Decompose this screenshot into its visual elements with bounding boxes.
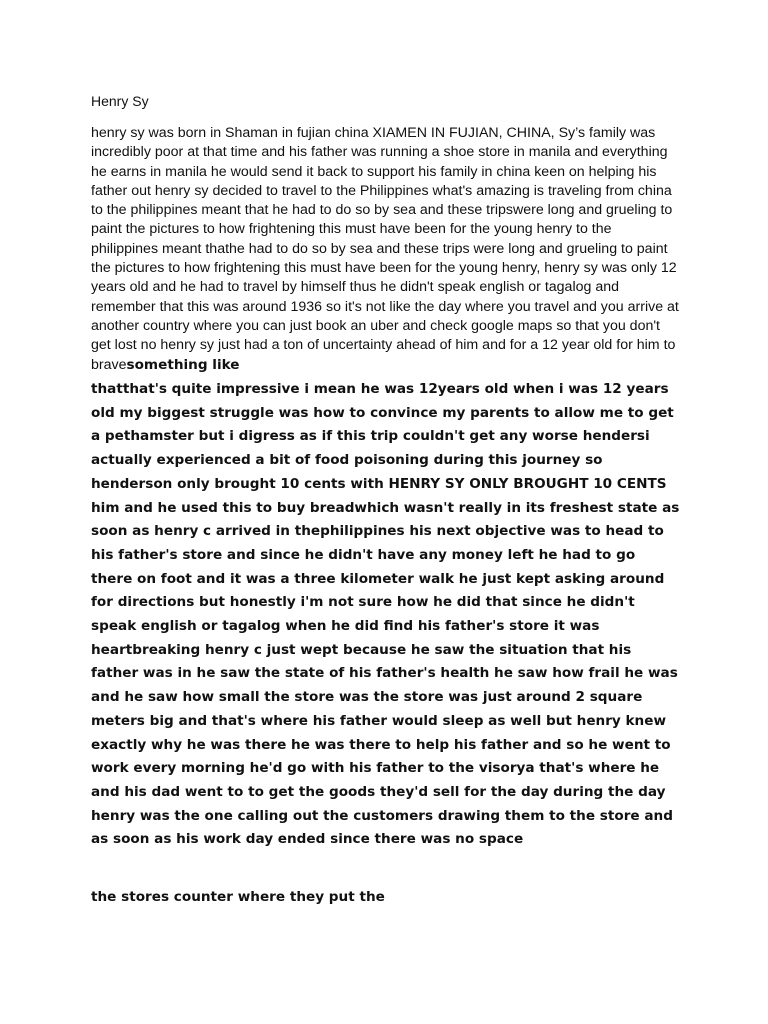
document-title: Henry Sy — [91, 93, 149, 109]
body-paragraph-bold: thatthat's quite impressive i mean he was 12years old when i was 12 years old my biggest struggle was how to convince my parents to allow me to get a pethamster but i digress as if this trip couldn't get any worse hendersi actually experienced a bit of food poisoning during this journey so henderson only brought 10 cents with HENRY SY ONLY BROUGHT 10 CENTS him and he used this to buy breadwhich wasn't really in its freshest state as soon as henry c arrived in thephilippines his next objective was to head to his father's store and since he didn't have any money left he had to go there on foot and it was a three kilometer walk he just kept asking around for directions but honestly i'm not sure how he did that since he didn't speak english or tagalog when he did find his father's store it was heartbreaking henry c just wept because he saw the situation that his father was in he saw the state of his father's health he saw how frail he was and he saw how small the store was the store was just around 2 square meters big and that's where his father would sleep as well but henry knew exactly why he was there he was there to help his father and so he went to work every morning he'd go with his father to the visorya that's where he and his dad went to to get the goods they'd sell for the day during the day henry was the one calling out the customers drawing them to the store and as soon as his work day ended since there was no space — [91, 381, 680, 848]
body-text-bold-inline: something like — [126, 356, 240, 373]
body-paragraph-bold-tail: the stores counter where they put the — [91, 889, 385, 905]
body-text-regular: henry sy was born in Shaman in fujian china XIAMEN IN FUJIAN, CHINA, Sy’s family was incredibly poor at that time and his father was running a shoe store in manila and everything he earns in manila he would send it back to support his family in china keen on helping his father out henry sy decided to travel to the Philippines what's amazing is traveling from china to the philippines meant that he had to do so by sea and these tripswere long and grueling to paint the pictures to how frightening this must have been for the young henry to the philippines meant thathe had to do so by sea and these trips were long and grueling to paint the pictures to how frightening this must have been for the young henry, henry sy was only 12 years old and he had to travel by himself thus he didn't speak english or tagalog and remember that this was around 1936 so it's not like the day where you travel and you arrive at another country where you can just book an uber and check google maps so that you don't get lost no henry sy just had a ton of uncertainty ahead of him and for a 12 year old for him to brave — [91, 125, 679, 373]
body-paragraph-regular — [91, 124, 681, 375]
